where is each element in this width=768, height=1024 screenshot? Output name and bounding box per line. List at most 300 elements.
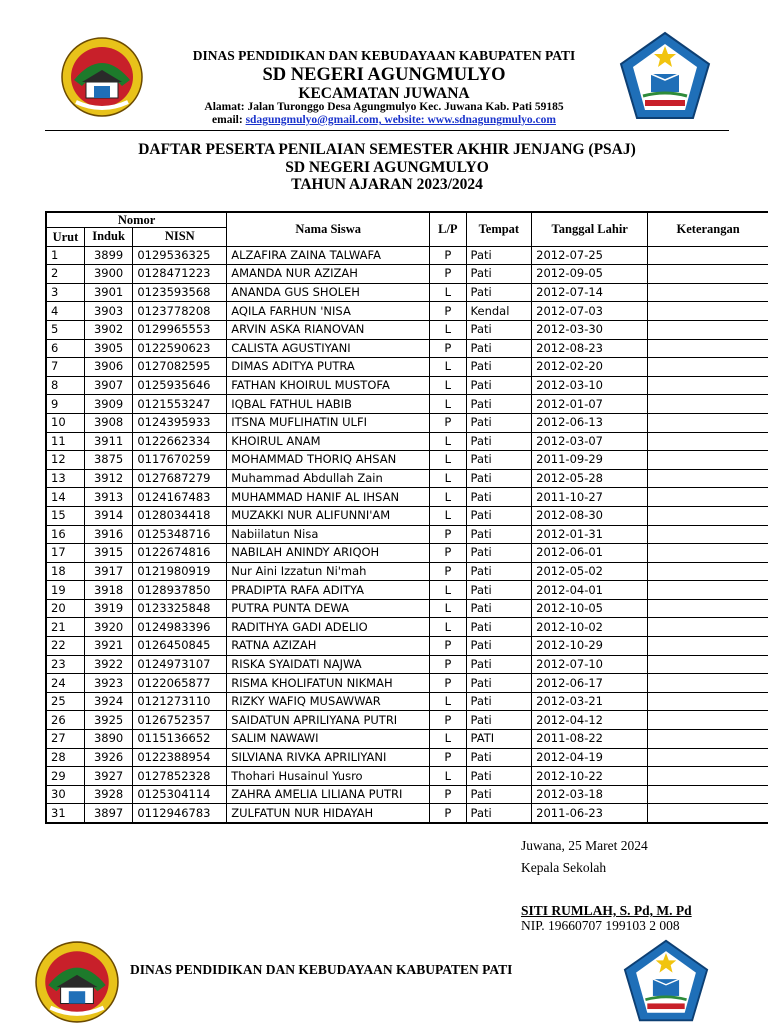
cell-lp: P — [430, 302, 466, 321]
cell-urut: 5 — [46, 320, 84, 339]
cell-tanggal-lahir: 2012-01-07 — [532, 395, 648, 414]
cell-lp: P — [430, 674, 466, 693]
cell-urut: 30 — [46, 785, 84, 804]
cell-urut: 2 — [46, 265, 84, 284]
table-row — [46, 451, 768, 470]
cell-keterangan — [648, 358, 768, 377]
cell-nama: MUZAKKI NUR ALIFUNNI'AM — [227, 506, 430, 525]
cell-tempat: Pati — [466, 376, 532, 395]
cell-nisn: 0124973107 — [133, 655, 227, 674]
cell-nisn: 0112946783 — [133, 804, 227, 823]
cell-urut: 24 — [46, 674, 84, 693]
table-row — [46, 674, 768, 693]
cell-keterangan — [648, 265, 768, 284]
cell-tempat: Pati — [466, 562, 532, 581]
table-row — [46, 246, 768, 265]
cell-nisn: 0127082595 — [133, 358, 227, 377]
column-header-urut: Urut — [46, 228, 84, 247]
cell-keterangan — [648, 692, 768, 711]
cell-nisn: 0124395933 — [133, 413, 227, 432]
cell-keterangan — [648, 730, 768, 749]
cell-nama: ALZAFIRA ZAINA TALWAFA — [227, 246, 430, 265]
cell-tempat: Pati — [466, 246, 532, 265]
footer-agency-name: DINAS PENDIDIKAN DAN KEBUDAYAAN KABUPATEN PATI — [130, 962, 513, 977]
cell-induk: 3912 — [84, 469, 132, 488]
cell-tanggal-lahir: 2012-03-10 — [532, 376, 648, 395]
school-address: Alamat: Jalan Turonggo Desa Agungmulyo Kec. Juwana Kab. Pati 59185 — [204, 101, 564, 113]
cell-urut: 18 — [46, 562, 84, 581]
cell-nama: CALISTA AGUSTIYANI — [227, 339, 430, 358]
cell-urut: 1 — [46, 246, 84, 265]
cell-nama: RISKA SYAIDATI NAJWA — [227, 655, 430, 674]
cell-lp: P — [430, 265, 466, 284]
cell-lp: L — [430, 451, 466, 470]
cell-tempat: Pati — [466, 804, 532, 823]
cell-urut: 16 — [46, 525, 84, 544]
table-row — [46, 283, 768, 302]
cell-induk: 3913 — [84, 488, 132, 507]
cell-nama: Nabiilatun Nisa — [227, 525, 430, 544]
table-row — [46, 525, 768, 544]
education-office-logo — [617, 30, 713, 122]
cell-induk: 3900 — [84, 265, 132, 284]
cell-urut: 19 — [46, 581, 84, 600]
table-body — [46, 246, 768, 823]
cell-nisn: 0127687279 — [133, 469, 227, 488]
cell-lp: L — [430, 283, 466, 302]
cell-induk: 3907 — [84, 376, 132, 395]
cell-lp: L — [430, 376, 466, 395]
cell-urut: 25 — [46, 692, 84, 711]
cell-tempat: Pati — [466, 655, 532, 674]
cell-induk: 3897 — [84, 804, 132, 823]
cell-nisn: 0126752357 — [133, 711, 227, 730]
cell-tanggal-lahir: 2012-04-01 — [532, 581, 648, 600]
cell-keterangan — [648, 804, 768, 823]
cell-nama: Muhammad Abdullah Zain — [227, 469, 430, 488]
table-row — [46, 302, 768, 321]
cell-nama: KHOIRUL ANAM — [227, 432, 430, 451]
cell-keterangan — [648, 655, 768, 674]
footer-education-office-logo — [620, 938, 712, 1024]
cell-tanggal-lahir: 2012-07-10 — [532, 655, 648, 674]
cell-tempat: Pati — [466, 395, 532, 414]
cell-tempat: Kendal — [466, 302, 532, 321]
table-row — [46, 655, 768, 674]
cell-nama: RATNA AZIZAH — [227, 637, 430, 656]
cell-tempat: Pati — [466, 692, 532, 711]
table-row — [46, 581, 768, 600]
cell-nisn: 0124983396 — [133, 618, 227, 637]
cell-nisn: 0128034418 — [133, 506, 227, 525]
cell-lp: L — [430, 506, 466, 525]
cell-nama: ZAHRA AMELIA LILIANA PUTRI — [227, 785, 430, 804]
email-label: email: — [212, 114, 243, 126]
cell-tempat: Pati — [466, 674, 532, 693]
cell-keterangan — [648, 748, 768, 767]
cell-lp: L — [430, 599, 466, 618]
cell-tempat: Pati — [466, 581, 532, 600]
cell-urut: 29 — [46, 767, 84, 786]
cell-tempat: Pati — [466, 413, 532, 432]
cell-keterangan — [648, 246, 768, 265]
cell-urut: 4 — [46, 302, 84, 321]
contact-line — [150, 114, 618, 126]
cell-induk: 3927 — [84, 767, 132, 786]
cell-keterangan — [648, 432, 768, 451]
cell-induk: 3911 — [84, 432, 132, 451]
document-title: DAFTAR PESERTA PENILAIAN SEMESTER AKHIR JENJANG (PSAJ) — [138, 141, 636, 158]
cell-tempat: Pati — [466, 265, 532, 284]
cell-keterangan — [648, 711, 768, 730]
cell-tempat: Pati — [466, 451, 532, 470]
agency-name: DINAS PENDIDIKAN DAN KEBUDAYAAN KABUPATEN PATI — [192, 48, 576, 63]
cell-tanggal-lahir: 2012-08-30 — [532, 506, 648, 525]
table-row — [46, 432, 768, 451]
cell-lp: P — [430, 413, 466, 432]
cell-induk: 3918 — [84, 581, 132, 600]
cell-tempat: Pati — [466, 618, 532, 637]
cell-tempat: Pati — [466, 544, 532, 563]
table-row — [46, 265, 768, 284]
cell-lp: L — [430, 692, 466, 711]
cell-tanggal-lahir: 2012-06-01 — [532, 544, 648, 563]
cell-lp: L — [430, 469, 466, 488]
signature-role: Kepala Sekolah — [521, 860, 607, 875]
column-header-keterangan: Keterangan — [648, 212, 768, 246]
column-header-tempat: Tempat — [466, 212, 532, 246]
cell-induk: 3914 — [84, 506, 132, 525]
cell-lp: L — [430, 618, 466, 637]
cell-induk: 3915 — [84, 544, 132, 563]
cell-urut: 8 — [46, 376, 84, 395]
cell-keterangan — [648, 469, 768, 488]
cell-induk: 3905 — [84, 339, 132, 358]
cell-tanggal-lahir: 2012-10-02 — [532, 618, 648, 637]
cell-lp: L — [430, 767, 466, 786]
school-name: SD NEGERI AGUNGMULYO — [262, 65, 506, 85]
table-row — [46, 395, 768, 414]
cell-nisn: 0125935646 — [133, 376, 227, 395]
cell-nama: SAIDATUN APRILIYANA PUTRI — [227, 711, 430, 730]
cell-nisn: 0128937850 — [133, 581, 227, 600]
cell-nisn: 0122674816 — [133, 544, 227, 563]
cell-tempat: Pati — [466, 785, 532, 804]
cell-tanggal-lahir: 2012-07-25 — [532, 246, 648, 265]
cell-urut: 20 — [46, 599, 84, 618]
cell-tempat: Pati — [466, 432, 532, 451]
cell-keterangan — [648, 506, 768, 525]
column-header-nisn: NISN — [133, 228, 227, 247]
signatory-nip: NIP. 19660707 199103 2 008 — [521, 918, 680, 933]
cell-nisn: 0123325848 — [133, 599, 227, 618]
cell-induk: 3919 — [84, 599, 132, 618]
cell-urut: 27 — [46, 730, 84, 749]
cell-tempat: Pati — [466, 339, 532, 358]
table-row — [46, 618, 768, 637]
cell-nama: ANANDA GUS SHOLEH — [227, 283, 430, 302]
cell-tempat: Pati — [466, 283, 532, 302]
cell-tanggal-lahir: 2012-08-23 — [532, 339, 648, 358]
cell-induk: 3921 — [84, 637, 132, 656]
cell-nama: AMANDA NUR AZIZAH — [227, 265, 430, 284]
document-subtitle-school: SD NEGERI AGUNGMULYO — [285, 159, 489, 176]
signature-place-date: Juwana, 25 Maret 2024 — [521, 838, 648, 853]
cell-tanggal-lahir: 2012-04-19 — [532, 748, 648, 767]
cell-nama: RADITHYA GADI ADELIO — [227, 618, 430, 637]
cell-induk: 3908 — [84, 413, 132, 432]
column-header-tanggal-lahir: Tanggal Lahir — [532, 212, 648, 246]
cell-nama: RIZKY WAFIQ MUSAWWAR — [227, 692, 430, 711]
cell-induk: 3901 — [84, 283, 132, 302]
cell-induk: 3926 — [84, 748, 132, 767]
cell-tanggal-lahir: 2011-06-23 — [532, 804, 648, 823]
cell-keterangan — [648, 339, 768, 358]
cell-keterangan — [648, 618, 768, 637]
cell-nisn: 0125304114 — [133, 785, 227, 804]
table-row — [46, 544, 768, 563]
cell-urut: 6 — [46, 339, 84, 358]
cell-tempat: Pati — [466, 748, 532, 767]
cell-nisn: 0129536325 — [133, 246, 227, 265]
cell-tanggal-lahir: 2012-10-29 — [532, 637, 648, 656]
cell-nama: Thohari Husainul Yusro — [227, 767, 430, 786]
cell-urut: 22 — [46, 637, 84, 656]
cell-lp: L — [430, 488, 466, 507]
cell-tempat: Pati — [466, 469, 532, 488]
cell-tempat: Pati — [466, 320, 532, 339]
cell-keterangan — [648, 376, 768, 395]
cell-nama: IQBAL FATHUL HABIB — [227, 395, 430, 414]
cell-urut: 3 — [46, 283, 84, 302]
cell-nisn: 0121273110 — [133, 692, 227, 711]
table-row — [46, 562, 768, 581]
cell-nisn: 0115136652 — [133, 730, 227, 749]
cell-tanggal-lahir: 2012-06-17 — [532, 674, 648, 693]
cell-induk: 3899 — [84, 246, 132, 265]
cell-nama: SILVIANA RIVKA APRILIYANI — [227, 748, 430, 767]
cell-lp: L — [430, 432, 466, 451]
cell-nama: AQILA FARHUN 'NISA — [227, 302, 430, 321]
cell-keterangan — [648, 525, 768, 544]
participant-table — [45, 211, 768, 824]
cell-nisn: 0127852328 — [133, 767, 227, 786]
cell-tanggal-lahir: 2012-03-21 — [532, 692, 648, 711]
cell-lp: L — [430, 358, 466, 377]
cell-nisn: 0122590623 — [133, 339, 227, 358]
cell-lp: L — [430, 320, 466, 339]
cell-tanggal-lahir: 2012-03-18 — [532, 785, 648, 804]
cell-urut: 28 — [46, 748, 84, 767]
cell-nisn: 0121980919 — [133, 562, 227, 581]
cell-tanggal-lahir: 2012-07-03 — [532, 302, 648, 321]
cell-tanggal-lahir: 2012-03-30 — [532, 320, 648, 339]
cell-induk: 3875 — [84, 451, 132, 470]
cell-nama: ITSNA MUFLIHATIN ULFI — [227, 413, 430, 432]
cell-lp: P — [430, 637, 466, 656]
cell-nisn: 0122388954 — [133, 748, 227, 767]
cell-nama: SALIM NAWAWI — [227, 730, 430, 749]
table-row — [46, 413, 768, 432]
cell-urut: 15 — [46, 506, 84, 525]
pati-regency-logo — [60, 36, 144, 118]
cell-nama: MUHAMMAD HANIF AL IHSAN — [227, 488, 430, 507]
table-row — [46, 785, 768, 804]
cell-tanggal-lahir: 2012-05-28 — [532, 469, 648, 488]
column-group-nomor: Nomor — [46, 212, 227, 228]
table-row — [46, 320, 768, 339]
cell-lp: P — [430, 562, 466, 581]
cell-keterangan — [648, 413, 768, 432]
cell-tanggal-lahir: 2011-09-29 — [532, 451, 648, 470]
cell-tanggal-lahir: 2011-08-22 — [532, 730, 648, 749]
cell-urut: 26 — [46, 711, 84, 730]
table-row — [46, 711, 768, 730]
table-row — [46, 767, 768, 786]
cell-induk: 3925 — [84, 711, 132, 730]
table-row — [46, 599, 768, 618]
cell-lp: L — [430, 395, 466, 414]
cell-urut: 21 — [46, 618, 84, 637]
cell-tanggal-lahir: 2012-06-13 — [532, 413, 648, 432]
cell-nisn: 0123778208 — [133, 302, 227, 321]
cell-tempat: Pati — [466, 525, 532, 544]
column-header-induk: Induk — [84, 228, 132, 247]
table-row — [46, 804, 768, 823]
cell-urut: 10 — [46, 413, 84, 432]
cell-induk: 3928 — [84, 785, 132, 804]
cell-nama: ARVIN ASKA RIANOVAN — [227, 320, 430, 339]
cell-nama: DIMAS ADITYA PUTRA — [227, 358, 430, 377]
cell-tempat: PATI — [466, 730, 532, 749]
cell-lp: P — [430, 804, 466, 823]
cell-tanggal-lahir: 2012-09-05 — [532, 265, 648, 284]
email-website-link[interactable]: sdagungmulyo@gmail.com, website: www.sdnagungmulyo.com — [245, 114, 556, 126]
cell-lp: L — [430, 730, 466, 749]
table-row — [46, 637, 768, 656]
cell-tanggal-lahir: 2012-01-31 — [532, 525, 648, 544]
cell-urut: 7 — [46, 358, 84, 377]
cell-nisn: 0126450845 — [133, 637, 227, 656]
table-row — [46, 692, 768, 711]
cell-lp: P — [430, 785, 466, 804]
cell-nama: MOHAMMAD THORIQ AHSAN — [227, 451, 430, 470]
cell-keterangan — [648, 395, 768, 414]
cell-tanggal-lahir: 2012-02-20 — [532, 358, 648, 377]
cell-keterangan — [648, 451, 768, 470]
cell-tempat: Pati — [466, 711, 532, 730]
cell-induk: 3924 — [84, 692, 132, 711]
cell-urut: 17 — [46, 544, 84, 563]
cell-nisn: 0125348716 — [133, 525, 227, 544]
cell-nisn: 0122662334 — [133, 432, 227, 451]
cell-induk: 3923 — [84, 674, 132, 693]
cell-nisn: 0122065877 — [133, 674, 227, 693]
cell-nama: RISMA KHOLIFATUN NIKMAH — [227, 674, 430, 693]
cell-urut: 23 — [46, 655, 84, 674]
table-row — [46, 730, 768, 749]
cell-tanggal-lahir: 2011-10-27 — [532, 488, 648, 507]
cell-lp: P — [430, 711, 466, 730]
cell-lp: L — [430, 581, 466, 600]
table-row — [46, 376, 768, 395]
cell-lp: P — [430, 246, 466, 265]
cell-urut: 9 — [46, 395, 84, 414]
district-name: KECAMATAN JUWANA — [298, 85, 470, 102]
cell-nisn: 0117670259 — [133, 451, 227, 470]
cell-lp: P — [430, 339, 466, 358]
cell-lp: P — [430, 525, 466, 544]
cell-lp: P — [430, 655, 466, 674]
cell-tanggal-lahir: 2012-07-14 — [532, 283, 648, 302]
cell-tempat: Pati — [466, 506, 532, 525]
table-row — [46, 506, 768, 525]
cell-induk: 3917 — [84, 562, 132, 581]
cell-keterangan — [648, 544, 768, 563]
cell-tempat: Pati — [466, 767, 532, 786]
cell-keterangan — [648, 637, 768, 656]
table-row — [46, 488, 768, 507]
header-divider — [45, 130, 729, 131]
column-header-lp: L/P — [430, 212, 466, 246]
table-row — [46, 748, 768, 767]
table-row — [46, 469, 768, 488]
cell-tempat: Pati — [466, 488, 532, 507]
cell-induk: 3906 — [84, 358, 132, 377]
cell-tanggal-lahir: 2012-04-12 — [532, 711, 648, 730]
footer-pati-regency-logo — [32, 940, 122, 1024]
cell-nisn: 0129965553 — [133, 320, 227, 339]
cell-induk: 3916 — [84, 525, 132, 544]
cell-induk: 3890 — [84, 730, 132, 749]
cell-tempat: Pati — [466, 637, 532, 656]
cell-nama: Nur Aini Izzatun Ni'mah — [227, 562, 430, 581]
cell-induk: 3922 — [84, 655, 132, 674]
cell-nama: FATHAN KHOIRUL MUSTOFA — [227, 376, 430, 395]
table-header-row — [46, 212, 768, 228]
cell-nisn: 0121553247 — [133, 395, 227, 414]
cell-nisn: 0128471223 — [133, 265, 227, 284]
cell-lp: P — [430, 544, 466, 563]
cell-keterangan — [648, 767, 768, 786]
document-subtitle-year: TAHUN AJARAN 2023/2024 — [291, 176, 483, 193]
cell-keterangan — [648, 785, 768, 804]
cell-keterangan — [648, 599, 768, 618]
cell-induk: 3909 — [84, 395, 132, 414]
cell-lp: P — [430, 748, 466, 767]
cell-nama: ZULFATUN NUR HIDAYAH — [227, 804, 430, 823]
cell-induk: 3920 — [84, 618, 132, 637]
cell-urut: 13 — [46, 469, 84, 488]
cell-keterangan — [648, 674, 768, 693]
cell-tanggal-lahir: 2012-05-02 — [532, 562, 648, 581]
signatory-name: SITI RUMLAH, S. Pd, M. Pd — [521, 903, 692, 918]
cell-keterangan — [648, 283, 768, 302]
cell-nama: PRADIPTA RAFA ADITYA — [227, 581, 430, 600]
cell-tempat: Pati — [466, 358, 532, 377]
cell-nama: PUTRA PUNTA DEWA — [227, 599, 430, 618]
cell-tempat: Pati — [466, 599, 532, 618]
cell-nama: NABILAH ANINDY ARIQOH — [227, 544, 430, 563]
cell-induk: 3903 — [84, 302, 132, 321]
cell-keterangan — [648, 302, 768, 321]
cell-nisn: 0124167483 — [133, 488, 227, 507]
cell-tanggal-lahir: 2012-10-22 — [532, 767, 648, 786]
cell-urut: 31 — [46, 804, 84, 823]
column-header-nama: Nama Siswa — [227, 212, 430, 246]
cell-tanggal-lahir: 2012-10-05 — [532, 599, 648, 618]
cell-keterangan — [648, 320, 768, 339]
